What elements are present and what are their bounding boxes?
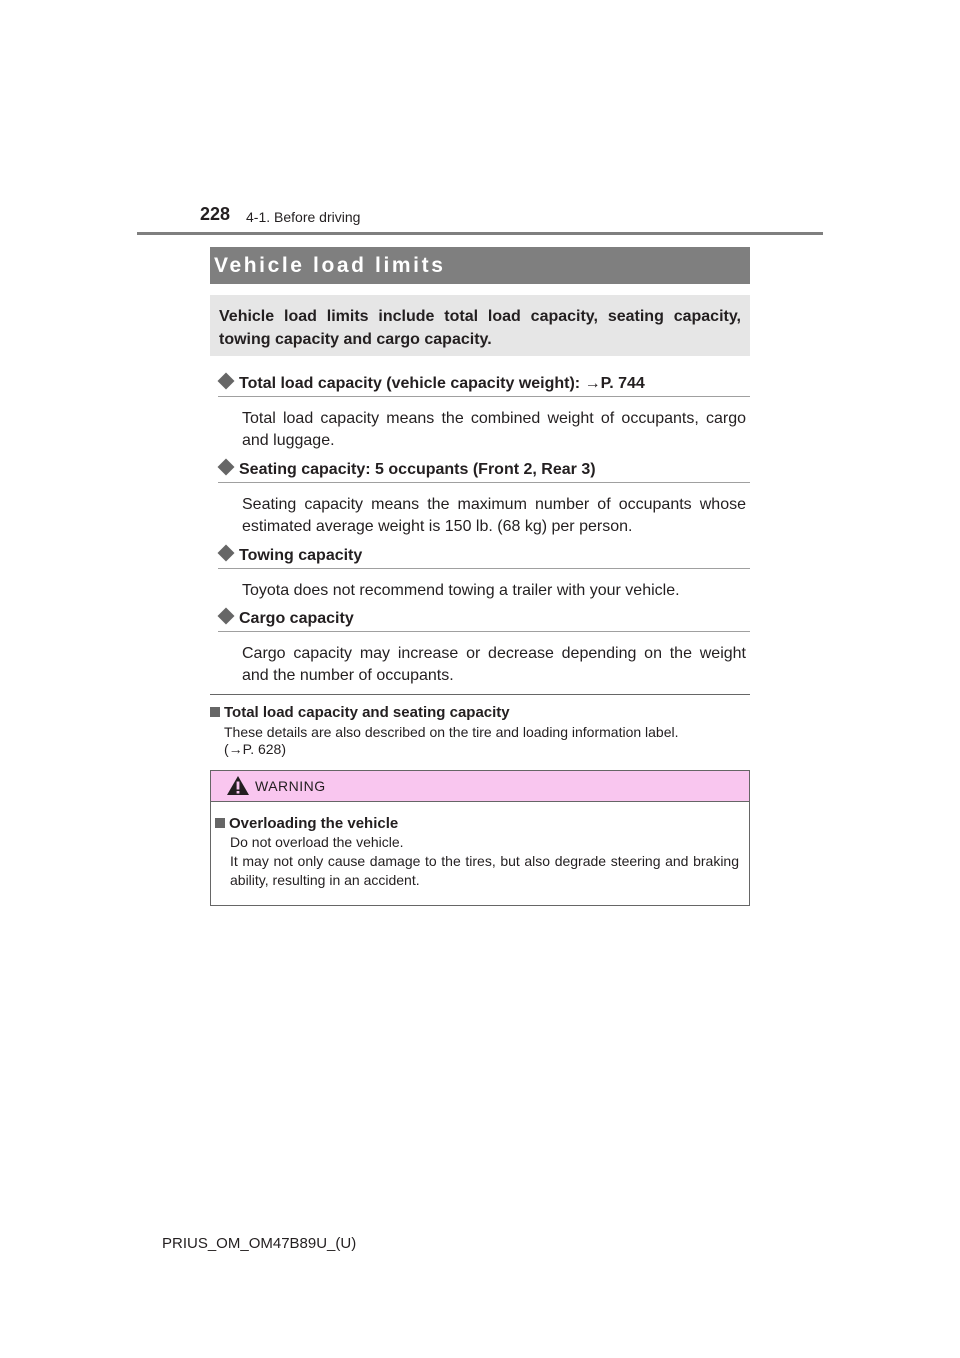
item-heading <box>218 609 750 632</box>
note-body <box>224 724 746 758</box>
warning-title <box>215 814 739 833</box>
item-heading <box>218 460 750 483</box>
item-heading-text: Towing capacity <box>239 547 363 564</box>
warning-triangle-icon <box>226 775 250 796</box>
diamond-bullet-icon <box>218 459 235 476</box>
note-title <box>210 704 510 721</box>
warning-label: WARNING <box>255 778 326 794</box>
item-total-load-capacity <box>218 374 750 452</box>
item-body: Seating capacity means the maximum number of occupants whose estimated average weight is 150 lb. (68 kg) per person. <box>242 496 746 535</box>
warning-content <box>211 802 749 890</box>
item-heading <box>218 546 750 569</box>
intro-text: Vehicle load limits include total load capacity, seating capacity, towing capacity and cargo capacity. <box>219 308 741 348</box>
item-heading <box>218 374 750 397</box>
header-rule <box>137 232 823 235</box>
item-towing-capacity <box>218 546 750 602</box>
item-body: Cargo capacity may increase or decrease depending on the weight and the number of occupants. <box>242 645 746 684</box>
item-heading-text: Seating capacity: 5 occupants (Front 2, Rear 3) <box>239 461 596 478</box>
square-bullet-icon <box>210 707 220 717</box>
item-heading-text: Cargo capacity <box>239 610 354 627</box>
page-title: Vehicle load limits <box>210 247 750 284</box>
warning-text-line: It may not only cause damage to the tires, but also degrade steering and braking ability, resulting in an accident. <box>230 853 739 888</box>
item-cargo-capacity <box>218 609 750 687</box>
warning-text-line: Do not overload the vehicle. <box>230 834 404 850</box>
warning-header <box>211 771 749 802</box>
note-title-text: Total load capacity and seating capacity <box>224 704 510 721</box>
item-heading-text: Total load capacity (vehicle capacity weight): →P. 744 <box>239 375 645 392</box>
section-label: 4-1. Before driving <box>246 209 361 225</box>
diamond-bullet-icon <box>218 608 235 625</box>
page-number: 228 <box>200 204 231 224</box>
warning-title-text: Overloading the vehicle <box>229 815 399 832</box>
diamond-bullet-icon <box>218 545 235 562</box>
square-bullet-icon <box>215 818 225 828</box>
note-reference: (→P. 628) <box>224 741 286 757</box>
note-divider <box>210 694 750 695</box>
footer-doc-code: PRIUS_OM_OM47B89U_(U) <box>162 1235 357 1252</box>
item-body: Total load capacity means the combined weight of occupants, cargo and luggage. <box>242 410 746 449</box>
note-body-line: These details are also described on the tire and loading information label. <box>224 724 679 740</box>
intro-box <box>210 295 750 356</box>
warning-box <box>210 770 750 906</box>
item-body: Toyota does not recommend towing a trailer with your vehicle. <box>242 582 680 599</box>
item-seating-capacity <box>218 460 750 538</box>
diamond-bullet-icon <box>218 373 235 390</box>
